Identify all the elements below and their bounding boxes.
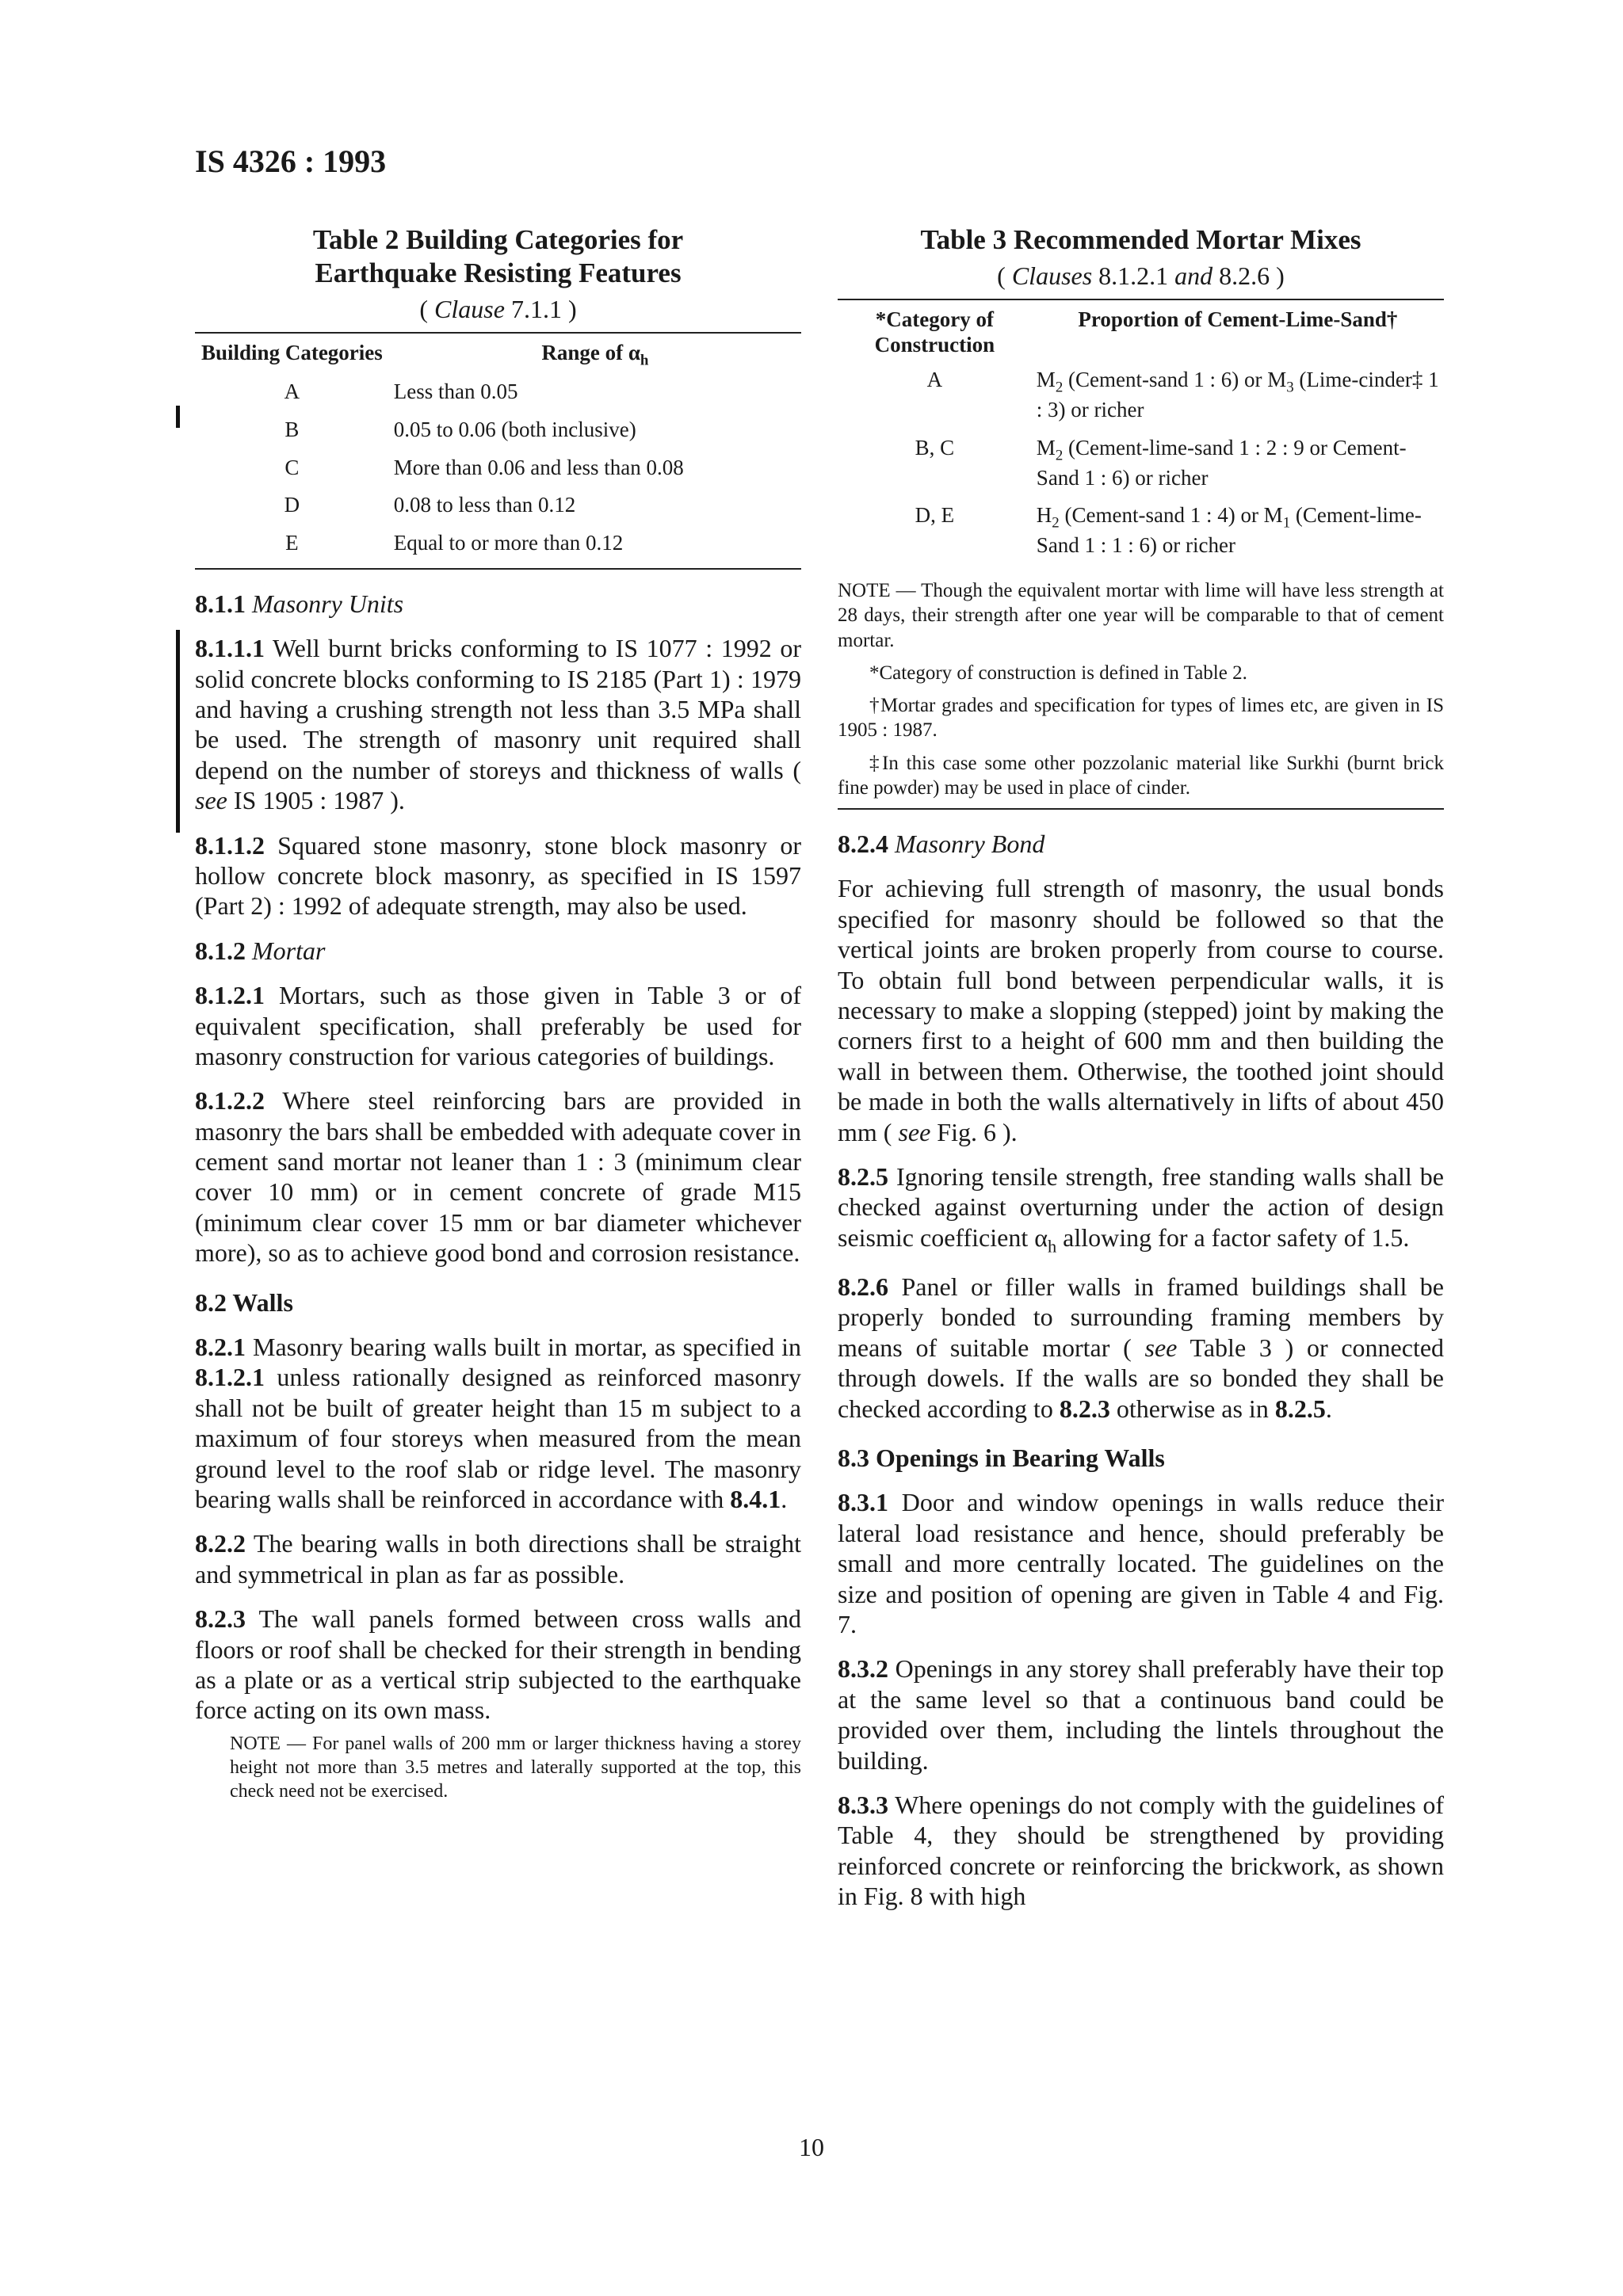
section-8-2-4-body: For achieving full strength of masonry, the usual bonds specified for masonry should be followed so that the vertical joints are broken properly from course to course. To obtain full bond between perpendicular walls, it is necessary to make a slopping (stepped) joint by making the corners first to a height of 600 mm and then building the wall in between them. Otherwise, the toothed joint should be made in both the walls alternatively in lifts of about 450 mm ( see Fig. 6 ). (838, 874, 1444, 1146)
table-row: B, C $M_2$ (Cement-lime-sand 1 : 2 : 9 or Cement-Sand 1 : 6) or richer (915, 435, 1407, 490)
section-8-2-heading: 8.2 Walls (195, 1287, 293, 1317)
revision-marker (176, 630, 180, 833)
section-8-1-1-1: 8.1.1.1 Well burnt bricks conforming to IS 1077 : 1992 or solid concrete blocks conforming to IS 2185 (Part 1) : 1979 and having a crushing strength not less than 3.5 MPa shall be used. The strength of masonry unit required shall depend on the number of storeys and thickness of walls ( see IS 1905 : 1987 ). (195, 634, 802, 815)
section-8-2-1: 8.2.1 Masonry bearing walls built in mortar, as specified in 8.1.2.1 unless rationally designed as reinforced masonry shall not be built of greater height than 15 m subject to a maximum of four storeys when measured from the mean ground level to the roof slab or ridge level. The masonry bearing walls shall be reinforced in accordance with 8.4.1. (195, 1333, 802, 1513)
section-8-1-1-2: 8.1.1.2 Squared stone masonry, stone block masonry or hollow concrete block masonry, as specified in IS 1597 (Part 2) : 1992 of adequate strength, may also be used. (195, 830, 802, 921)
section-8-2-4: 8.2.4 Masonry Bond (838, 830, 1045, 859)
table3-header-category: *Category of Construction (838, 299, 1032, 361)
page-number: 10 (799, 2133, 824, 2161)
section-8-2-3-note: NOTE — For panel walls of 200 mm or larger thickness having a storey height not more than 3.5 metres and laterally supported at the top, this check need not be exercised. (230, 1733, 801, 1802)
revision-marker (176, 406, 180, 428)
table-row: E Equal to or more than 0.12 (195, 524, 801, 569)
table-row: D, E $H_2$ (Cement-sand 1 : 4) or $M_1$ (Cement-lime-Sand 1 : 1 : 6) or richer (915, 503, 1422, 558)
section-8-2-5: 8.2.5 Ignoring tensile strength, free standing walls shall be checked against overturning under the action of design seismic coefficient $\alpha_h$ allowing for a factor safety of 1.5. (838, 1161, 1445, 1257)
section-8-1-2-2: 8.1.2.2 Where steel reinforcing bars are provided in masonry the bars shall be embedded with adequate cover in cement sand mortar not leaner than 1 : 3 (minimum clear cover 10 mm) or in cement concrete of grade M15 (minimum clear cover 15 mm or bar diameter whichever more), so as to achieve good bond and corrosion resistance. (195, 1086, 802, 1268)
table3-footnote: †Mortar grades and specification for types of limes etc, are given in IS 1905 : 1987. (838, 695, 1444, 742)
section-8-2-3: 8.2.3 The wall panels formed between cross walls and floors or roof shall be checked for their strength in bending as a plate or as a vertical strip subjected to the earthquake force acting on its own mass. (195, 1604, 802, 1725)
table3-caption: Table 3 Recommended Mortar Mixes (920, 224, 1361, 255)
table-row: D 0.08 to less than 0.12 (284, 493, 576, 517)
section-8-1-1: 8.1.1 Masonry Units (195, 589, 404, 618)
section-8-2-6: 8.2.6 Panel or filler walls in framed buildings shall be properly bonded to surrounding framing members by means of suitable mortar ( see Table 3 ) or connected through dowels. If the walls are so bonded they shall be checked according to 8.2.3 otherwise as in 8.2.5. (838, 1272, 1445, 1423)
section-8-1-2-1: 8.1.2.1 Mortars, such as those given in Table 3 or of equivalent specification, shall preferably be used for masonry construction for various categories of buildings. (195, 981, 802, 1070)
table3-note: NOTE — Though the equivalent mortar with lime will have less strength at 28 days, their strength after one year will be comparable to that of cement mortar. (838, 580, 1444, 651)
section-8-2-2: 8.2.2 The bearing walls in both directions shall be straight and symmetrical in plan as far as possible. (195, 1529, 802, 1589)
table-row: C More than 0.06 and less than 0.08 (285, 455, 684, 479)
section-8-3-3: 8.3.3 Where openings do not comply with the guidelines of Table 4, they should be strengthened by providing reinforced concrete or reinforcing the brickwork, as shown in Fig. 8 with high (838, 1790, 1445, 1911)
table2-header-category: Building Categories (195, 333, 389, 373)
table3-clause: ( Clauses 8.1.2.1 and 8.2.6 ) (997, 261, 1285, 290)
left-column (195, 223, 801, 1803)
section-8-3-1: 8.3.1 Door and window openings in walls reduce their lateral load resistance and hence, should preferably be small and more centrally located. The guidelines on the size and position of opening are given in Table 4 and Fig. 7. (838, 1488, 1445, 1638)
section-8-3-heading: 8.3 Openings in Bearing Walls (838, 1443, 1165, 1472)
table3-footnote: ‡In this case some other pozzolanic material like Surkhi (burnt brick fine powder) may be used in place of cinder. (838, 752, 1444, 799)
right-column (838, 223, 1444, 1911)
section-8-1-2: 8.1.2 Mortar (195, 936, 326, 965)
section-8-3-2: 8.3.2 Openings in any storey shall preferably have their top at the same level so that a continuous band could be provided over them, including the lintels throughout the building. (838, 1654, 1444, 1775)
table2-header-range: Range of $\alpha_h$ (389, 333, 801, 373)
table3-footnote: *Category of construction is defined in Table 2. (869, 662, 1247, 684)
table3 (838, 299, 1444, 570)
table2 (195, 332, 801, 570)
table-row: A $M_2$ (Cement-sand 1 : 6) or $M_3$ (Lime-cinder‡ 1 : 3) or richer (926, 367, 1439, 421)
document-code: IS 4326 : 1993 (195, 143, 387, 179)
table-row: A Less than 0.05 (284, 379, 518, 404)
table3-header-proportion: Proportion of Cement-Lime-Sand† (1032, 299, 1444, 361)
table3-block (838, 299, 1444, 810)
table2-clause: ( Clause 7.1.1 ) (419, 295, 577, 323)
table-row: B 0.05 to 0.06 (both inclusive) (285, 417, 636, 441)
table2-caption: Table 2 Building Categories for Earthquake Resisting Features (312, 224, 684, 288)
